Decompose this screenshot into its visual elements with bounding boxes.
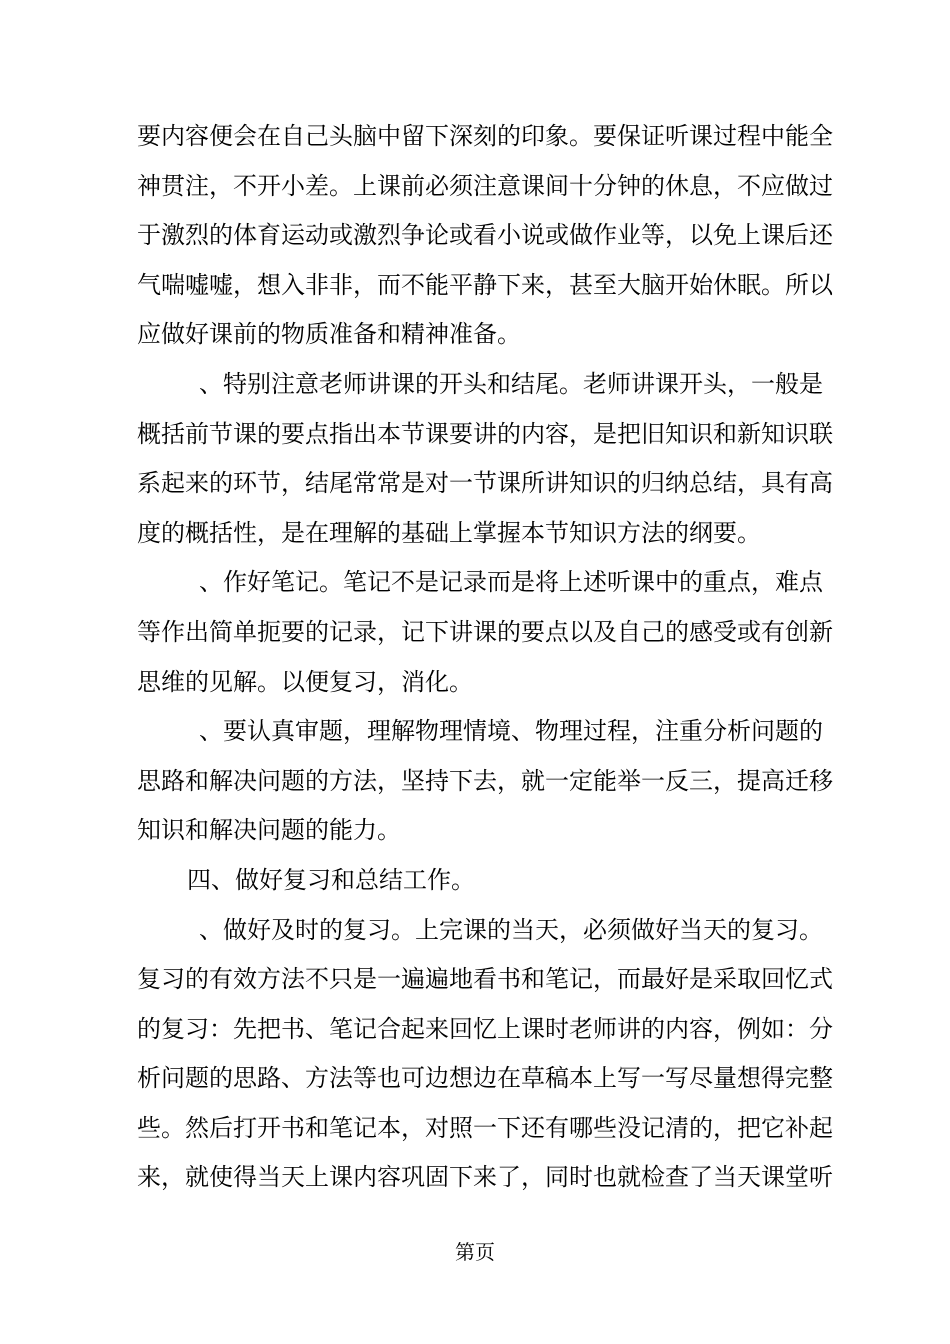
text-line: 析问题的思路、方法等也可边想边在草稿本上写一写尽量想得完整 bbox=[137, 1064, 833, 1093]
text-line: 应做好课前的物质准备和精神准备。 bbox=[137, 320, 521, 349]
text-line: 知识和解决问题的能力。 bbox=[137, 816, 401, 845]
text-line: 来，就使得当天上课内容巩固下来了，同时也就检查了当天课堂听 bbox=[137, 1163, 833, 1192]
text-line: 、做好及时的复习。上完课的当天，必须做好当天的复习。 bbox=[199, 915, 823, 944]
text-line: 思路和解决问题的方法，坚持下去，就一定能举一反三，提高迁移 bbox=[137, 766, 833, 795]
text-line: 、要认真审题，理解物理情境、物理过程，注重分析问题的 bbox=[199, 717, 823, 746]
text-line: 神贯注，不开小差。上课前必须注意课间十分钟的休息，不应做过 bbox=[137, 171, 833, 200]
text-line: 等作出简单扼要的记录，记下讲课的要点以及自己的感受或有创新 bbox=[137, 617, 833, 646]
text-line: 于激烈的体育运动或激烈争论或看小说或做作业等，以免上课后还 bbox=[137, 221, 833, 250]
text-line: 思维的见解。以便复习，消化。 bbox=[137, 667, 473, 696]
text-line: 概括前节课的要点指出本节课要讲的内容，是把旧知识和新知识联 bbox=[137, 419, 833, 448]
text-line: 、特别注意老师讲课的开头和结尾。老师讲课开头，一般是 bbox=[199, 369, 823, 398]
text-line: 要内容便会在自己头脑中留下深刻的印象。要保证听课过程中能全 bbox=[137, 122, 833, 150]
text-line: 些。然后打开书和笔记本，对照一下还有哪些没记清的，把它补起 bbox=[137, 1113, 833, 1142]
text-line: 系起来的环节，结尾常常是对一节课所讲知识的归纳总结，具有高 bbox=[137, 469, 833, 498]
text-line: 的复习：先把书、笔记合起来回忆上课时老师讲的内容，例如：分 bbox=[137, 1014, 833, 1043]
text-line: 、作好笔记。笔记不是记录而是将上述听课中的重点，难点 bbox=[199, 568, 823, 597]
text-line: 气喘嘘嘘，想入非非，而不能平静下来，甚至大脑开始休眠。所以 bbox=[137, 270, 833, 299]
section-heading: 四、做好复习和总结工作。 bbox=[187, 865, 475, 894]
body-text bbox=[137, 112, 833, 1203]
text-line: 复习的有效方法不只是一遍遍地看书和笔记，而最好是采取回忆式 bbox=[137, 965, 833, 994]
text-line: 度的概括性，是在理解的基础上掌握本节知识方法的纲要。 bbox=[137, 518, 761, 547]
page-footer: 第页 bbox=[455, 1240, 495, 1264]
